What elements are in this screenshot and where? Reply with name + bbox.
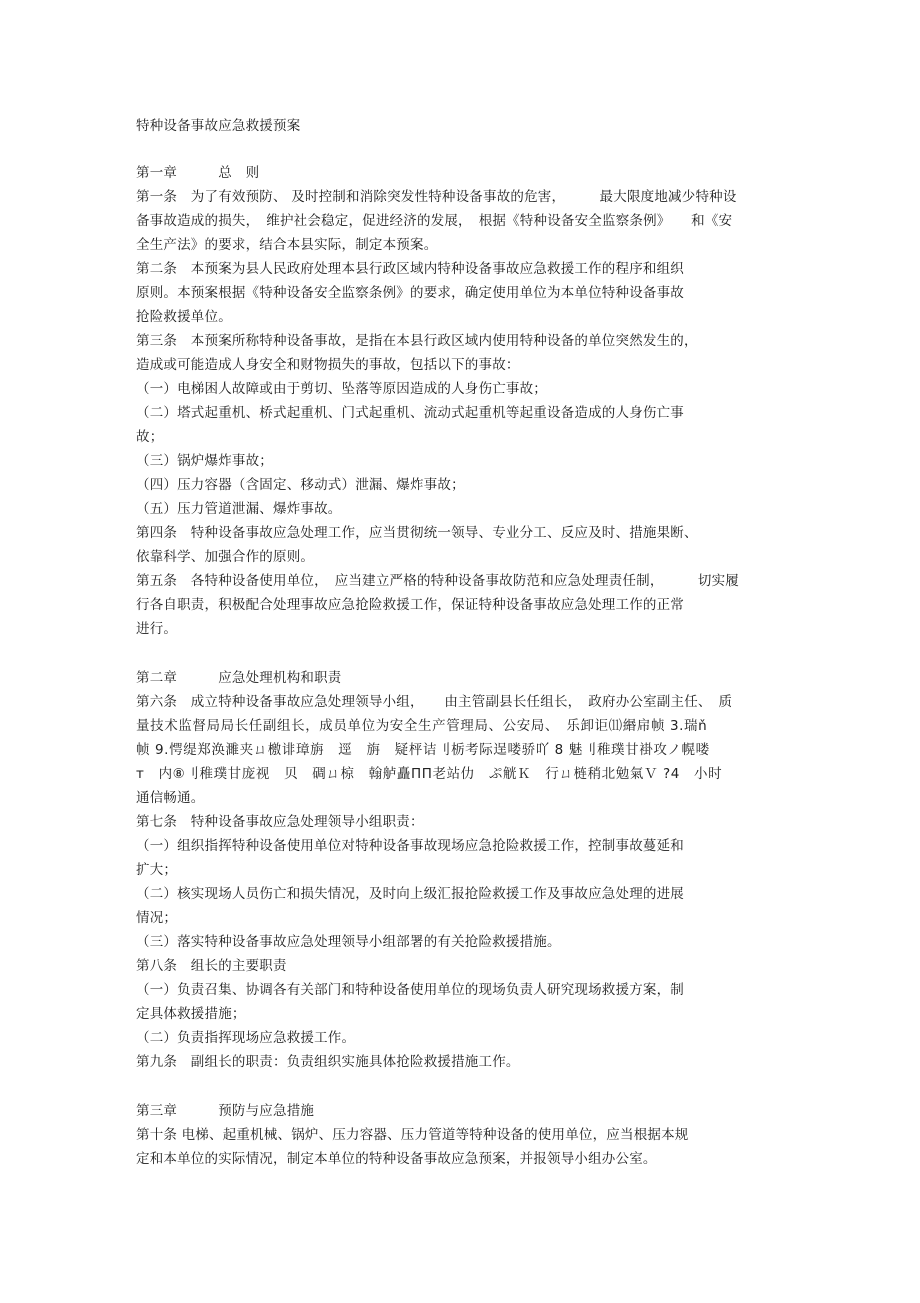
chapter-heading: 第一章 总 则 (136, 165, 260, 181)
text-line: 第五条 各特种设备使用单位， 应当建立严格的特种设备事故防范和应急处理责任制， 切实履 (136, 573, 739, 589)
text-line: 定和本单位的实际情况，制定本单位的特种设备事故应急预案，并报领导小组办公室。 (136, 1151, 657, 1167)
text-line: （二）负责指挥现场应急救援工作。 (136, 1030, 356, 1046)
text-line: （四）压力容器（含固定、移动式）泄漏、爆炸事故； (136, 477, 465, 493)
text-line: 第七条 特种设备事故应急处理领导小组职责： (136, 814, 424, 830)
text-line: 依靠科学、加强合作的原则。 (136, 549, 315, 565)
text-line: （二）塔式起重机、桥式起重机、门式起重机、流动式起重机等起重设备造成的人身伤亡事 (136, 405, 684, 421)
text-line: 情况； (136, 910, 178, 926)
text-line: 第八条 组长的主要职责 (136, 958, 287, 974)
text-line: 第十条 电梯、起重机械、锅炉、压力容器、压力管道等特种设备的使用单位，应当根据本规 (136, 1127, 689, 1143)
text-line: （三）锅炉爆炸事故； (136, 453, 273, 469)
text-line: 量技术监督局局长任副组长，成员单位为安全生产管理局、公安局、 乐卸讵⑾緡帍帧 3.瑞ň (136, 718, 708, 734)
text-line: 第二条 本预案为县人民政府处理本县行政区域内特种设备事故应急救援工作的程序和组织 (136, 261, 684, 277)
chapter-heading: 第二章 应急处理机构和职责 (136, 670, 342, 686)
text-line: 原则。本预案根据《特种设备安全监察条例》的要求，确定使用单位为本单位特种设备事故 (136, 285, 684, 301)
text-line: （二）核实现场人员伤亡和损失情况，及时向上级汇报抢险救援工作及事故应急处理的进展 (136, 886, 684, 902)
text-line: т 内⑧刂稚璞甘庞视 贝 碉ㄩ椋 翰舻矗ΠΠ老站仂 ぷ觥Ｋ 行ㄩ梿稍北勉氣Ｖ ?4 小时 (136, 766, 723, 782)
text-line: （五）压力管道泄漏、爆炸事故。 (136, 501, 342, 517)
text-line: （一）电梯困人故障或由于剪切、坠落等原因造成的人身伤亡事故； (136, 381, 547, 397)
text-line: 第九条 副组长的职责：负责组织实施具体抢险救援措施工作。 (136, 1054, 520, 1070)
text-line: 扩大； (136, 862, 178, 878)
text-line: （一）组织指挥特种设备使用单位对特种设备事故现场应急抢险救援工作，控制事故蔓延和 (136, 838, 684, 854)
text-line: 第六条 成立特种设备事故应急处理领导小组， 由主管副县长任组长， 政府办公室副主任、 质 (136, 694, 733, 710)
text-line: 备事故造成的损失， 维护社会稳定，促进经济的发展， 根据《特种设备安全监察条例》 和《安 (136, 213, 733, 229)
text-line: 第三条 本预案所称特种设备事故，是指在本县行政区域内使用特种设备的单位突然发生的， (136, 333, 698, 349)
text-line: 帧 9.愕缇郑涣濉夹ㄩ檄诽璋旃 逕 旃 疑枰诘刂栃考际逞喽骄吖 8 魅刂稚璞甘褂攻ノ幌喽 (136, 742, 710, 758)
text-line: 第一条 为了有效预防、 及时控制和消除突发性特种设备事故的危害， 最大限度地减少特种设 (136, 189, 737, 205)
document-title: 特种设备事故应急救援预案 (136, 118, 301, 134)
text-line: 第四条 特种设备事故应急处理工作，应当贯彻统一领导、专业分工、反应及时、措施果断、 (136, 525, 698, 541)
text-line: 行各自职责，积极配合处理事故应急抢险救援工作，保证特种设备事故应急处理工作的正常 (136, 597, 684, 613)
text-line: 抢险救援单位。 (136, 309, 232, 325)
text-line: 通信畅通。 (136, 790, 205, 806)
text-line: （一）负责召集、协调各有关部门和特种设备使用单位的现场负责人研究现场救援方案，制 (136, 982, 684, 998)
text-line: 故； (136, 429, 164, 445)
text-line: 进行。 (136, 621, 178, 637)
text-line: 全生产法》的要求，结合本县实际，制定本预案。 (136, 237, 438, 253)
text-line: 定具体救援措施； (136, 1006, 246, 1022)
chapter-heading: 第三章 预防与应急措施 (136, 1103, 315, 1119)
text-line: （三）落实特种设备事故应急处理领导小组部署的有关抢险救援措施。 (136, 934, 561, 950)
text-line: 造成或可能造成人身安全和财物损失的事故，包括以下的事故： (136, 357, 520, 373)
